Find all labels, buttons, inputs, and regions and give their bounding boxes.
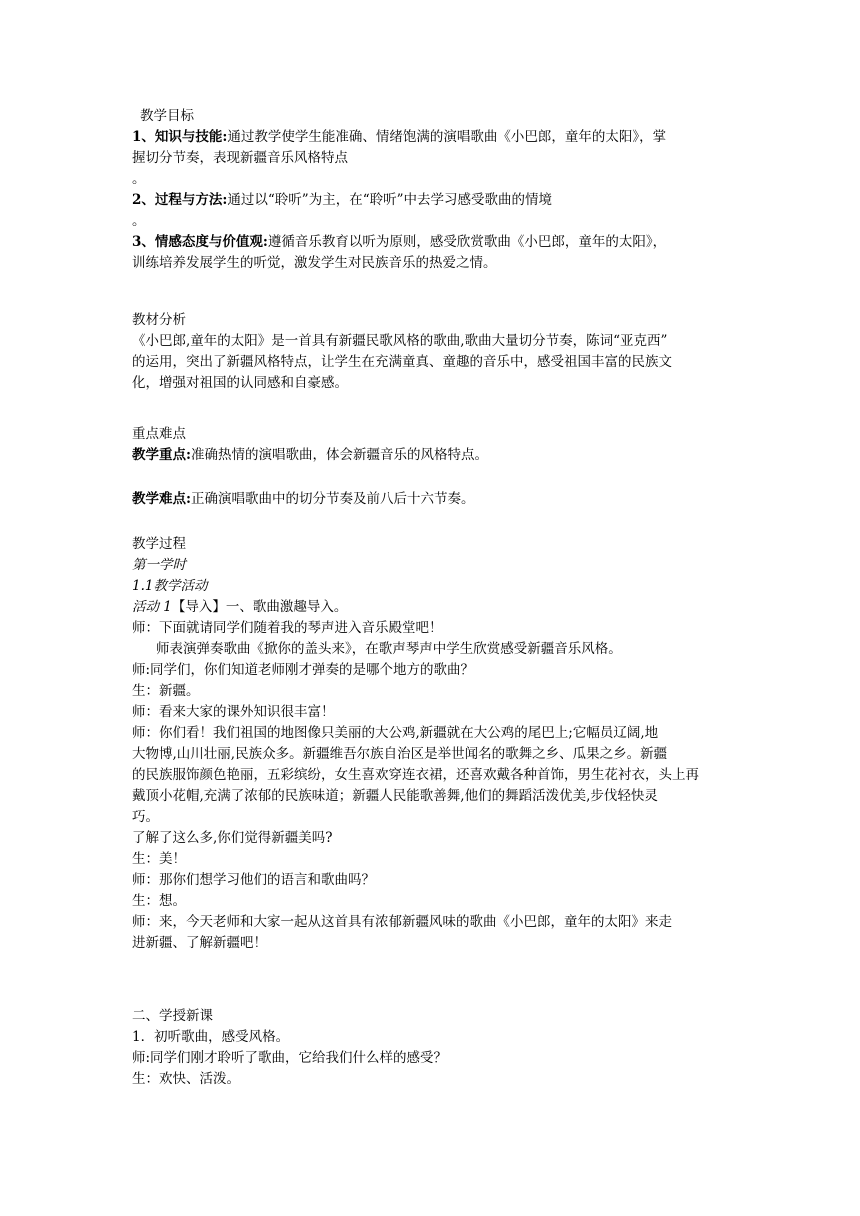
objective-3	[132, 232, 732, 253]
difficulty-block	[132, 489, 732, 510]
new-lesson-section	[132, 1006, 732, 1090]
analysis-section	[132, 310, 732, 394]
teaching-difficulty-label: 教学难点:	[132, 491, 191, 507]
process-heading: 教学过程	[132, 536, 186, 552]
dialogue-line: 师：下面就请同学们随着我的琴声进入音乐殿堂吧！	[132, 620, 443, 636]
new-lesson-heading: 二、学授新课	[132, 1008, 213, 1024]
process-period: 第一学时	[132, 557, 186, 573]
teaching-focus	[132, 445, 732, 466]
objective-3-continued: 训练培养发展学生的听觉，激发学生对民族音乐的热爱之情。	[132, 255, 497, 271]
teaching-difficulty	[132, 489, 732, 510]
analysis-heading: 教材分析	[132, 312, 186, 328]
keypoints-heading: 重点难点	[132, 426, 186, 442]
objectives-section	[132, 106, 732, 274]
activity-text: 【导入】一、歌曲激趣导入。	[171, 599, 348, 615]
dialogue-line: 的民族服饰颜色艳丽，五彩缤纷，女生喜欢穿连衣裙，还喜欢戴各种首饰，男生花衬衣，头上再	[132, 767, 699, 783]
objective-1-continued: 握切分节奏，表现新疆音乐风格特点	[132, 150, 348, 166]
dialogue-line: 戴顶小花帽,充满了浓郁的民族味道；新疆人民能歌善舞,他们的舞蹈活泼优美,步伐轻快灵	[132, 788, 658, 804]
analysis-line-1: 《小巴郎,童年的太阳》是一首具有新疆民歌风格的歌曲,歌曲大量切分节奏，陈词“亚克西”	[132, 333, 668, 349]
objectives-heading: 教学目标	[140, 108, 194, 124]
dialogue-line: 巧。	[132, 809, 159, 825]
dialogue-line: 生：想。	[132, 893, 186, 909]
keypoints-section	[132, 424, 732, 466]
objective-1-end: 。	[132, 171, 146, 187]
dialogue-line: 大物博,山川壮丽,民族众多。新疆维吾尔族自治区是举世闻名的歌舞之乡、瓜果之乡。新疆	[132, 746, 668, 762]
objective-1	[132, 127, 732, 148]
dialogue-line: 师:同学们，你们知道老师刚才弹奏的是哪个地方的歌曲？	[132, 662, 475, 678]
objective-2-end: 。	[132, 213, 146, 229]
objective-2-label: 2、过程与方法:	[132, 192, 228, 208]
dialogue-line: 生：新疆。	[132, 683, 200, 699]
dialogue-line: 了解了这么多,你们觉得新疆美吗?	[132, 830, 333, 846]
dialogue-line: 师：你们看！我们祖国的地图像只美丽的大公鸡,新疆就在大公鸡的尾巴上;它幅员辽阔,地	[132, 725, 659, 741]
objective-2-text: 通过以“聆听”为主，在“聆听”中去学习感受歌曲的情境	[227, 192, 552, 208]
dialogue-line: 师：看来大家的课外知识很丰富！	[132, 704, 335, 720]
analysis-line-2: 的运用，突出了新疆风格特点，让学生在充满童真、童趣的音乐中，感受祖国丰富的民族文	[132, 354, 672, 370]
objective-2	[132, 190, 732, 211]
objective-1-text: 通过教学使学生能准确、情绪饱满的演唱歌曲《小巴郎，童年的太阳》，掌	[227, 129, 667, 145]
dialogue-line: 进新疆、了解新疆吧！	[132, 935, 267, 951]
teaching-focus-label: 教学重点:	[132, 447, 191, 463]
objective-1-label: 1、知识与技能:	[132, 129, 228, 145]
objective-3-label: 3、情感态度与价值观:	[132, 234, 268, 250]
dialogue-line: 师：来，今天老师和大家一起从这首具有浓郁新疆风味的歌曲《小巴郎，童年的太阳》来走	[132, 914, 672, 930]
activity-line	[132, 597, 732, 618]
objective-3-text: 遵循音乐教育以听为原则，感受欣赏歌曲《小巴郎，童年的太阳》，	[267, 234, 667, 250]
teaching-difficulty-text: 正确演唱歌曲中的切分节奏及前八后十六节奏。	[190, 491, 475, 507]
process-section	[132, 534, 732, 954]
new-lesson-line: 生：欢快、活泼。	[132, 1071, 240, 1087]
dialogue-line: 生：美！	[132, 851, 186, 867]
new-lesson-line: 师:同学们刚才聆听了歌曲，它给我们什么样的感受？	[132, 1050, 448, 1066]
new-lesson-line: 1．初听歌曲，感受风格。	[132, 1029, 290, 1045]
dialogue-line: 师表演弹奏歌曲《掀你的盖头来》，在歌声琴声中学生欣赏感受新疆音乐风格。	[156, 641, 622, 657]
analysis-line-3: 化，增强对祖国的认同感和自豪感。	[132, 375, 348, 391]
teaching-focus-text: 准确热情的演唱歌曲，体会新疆音乐的风格特点。	[190, 447, 488, 463]
dialogue-line: 师：那你们想学习他们的语言和歌曲吗？	[132, 872, 375, 888]
activity-label: 活动 1	[132, 599, 172, 615]
process-subsection: 1.1教学活动	[132, 578, 208, 594]
